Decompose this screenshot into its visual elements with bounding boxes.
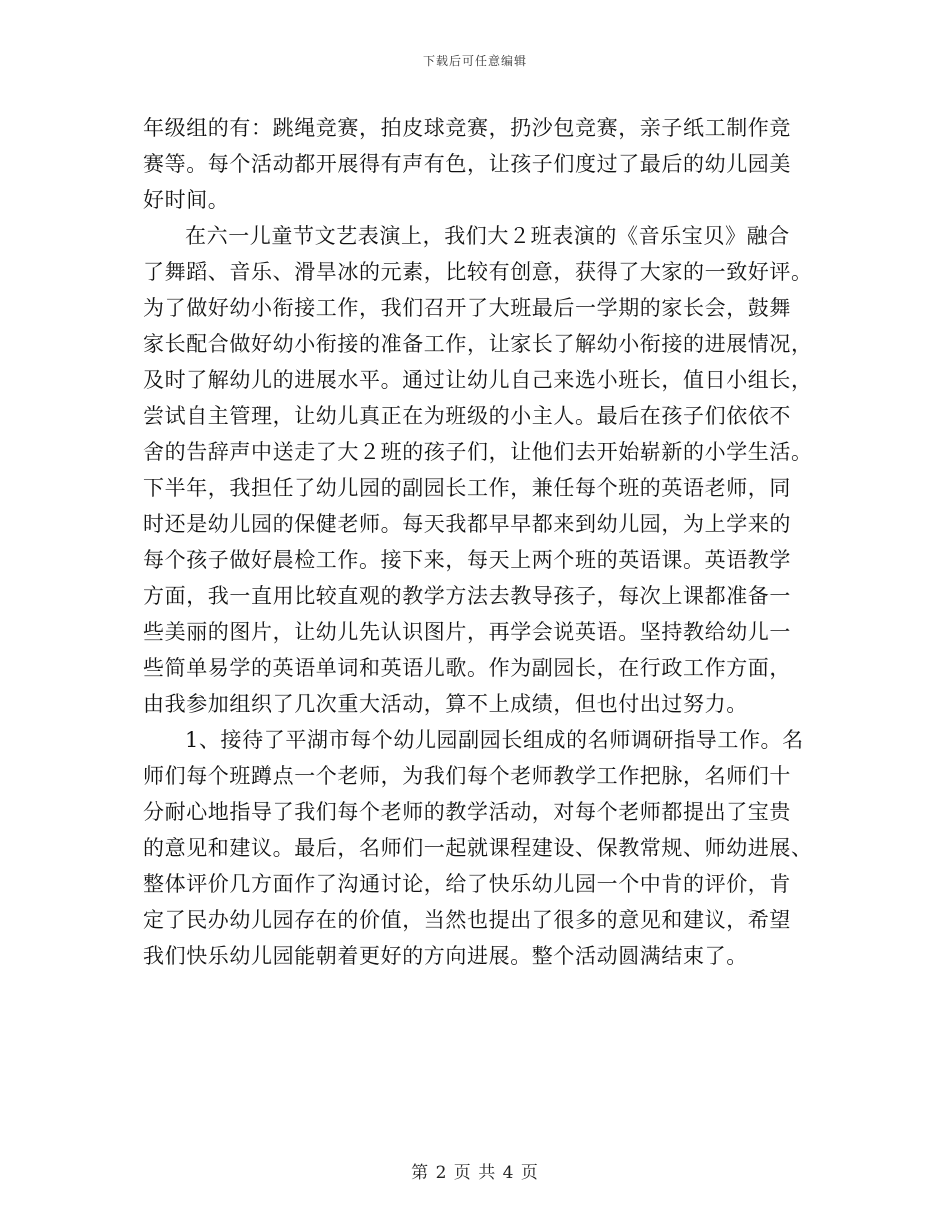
text-line: 每个孩子做好晨检工作。接下来，每天上两个班的英语课。英语教学 — [143, 548, 791, 572]
text-line: 赛等。每个活动都开展得有声有色，让孩子们度过了最后的幼儿园美 — [143, 152, 791, 176]
text-line: 1、接待了平湖市每个幼儿园副园长组成的名师调研指导工作。名 — [185, 728, 804, 752]
text-line: 舍的告辞声中送走了大２班的孩子们，让他们去开始崭新的小学生活。 — [143, 440, 813, 464]
text-line: 为了做好幼小衔接工作，我们召开了大班最后一学期的家长会，鼓舞 — [143, 296, 791, 320]
text-line: 在六一儿童节文艺表演上，我们大２班表演的《音乐宝贝》融合 — [185, 224, 790, 248]
text-line: 整体评价几方面作了沟通讨论，给了快乐幼儿园一个中肯的评价，肯 — [143, 872, 791, 896]
text-line: 及时了解幼儿的进展水平。通过让幼儿自己来选小班长，值日小组长， — [143, 368, 813, 392]
text-line: 分耐心地指导了我们每个老师的教学活动，对每个老师都提出了宝贵 — [143, 800, 791, 824]
page-footer: 第 2 页 共 4 页 — [411, 1163, 539, 1183]
text-line: 家长配合做好幼小衔接的准备工作，让家长了解幼小衔接的进展情况， — [143, 332, 813, 356]
text-line: 由我参加组织了几次重大活动，算不上成绩，但也付出过努力。 — [143, 692, 748, 716]
text-line: 了舞蹈、音乐、滑旱冰的元素，比较有创意，获得了大家的一致好评。 — [143, 260, 813, 284]
text-line: 方面，我一直用比较直观的教学方法去教导孩子，每次上课都准备一 — [143, 584, 791, 608]
page-header: 下载后可任意编辑 — [422, 54, 527, 68]
text-line: 师们每个班蹲点一个老师，为我们每个老师教学工作把脉，名师们十 — [143, 764, 791, 788]
text-line: 下半年，我担任了幼儿园的副园长工作，兼任每个班的英语老师，同 — [143, 476, 791, 500]
text-line: 好时间。 — [143, 188, 230, 212]
text-line: 尝试自主管理，让幼儿真正在为班级的小主人。最后在孩子们依依不 — [143, 404, 791, 428]
text-line: 我们快乐幼儿园能朝着更好的方向进展。整个活动圆满结束了。 — [143, 944, 748, 968]
text-line: 些美丽的图片，让幼儿先认识图片，再学会说英语。坚持教给幼儿一 — [143, 620, 791, 644]
document-body — [143, 113, 813, 977]
text-line: 时还是幼儿园的保健老师。每天我都早早都来到幼儿园，为上学来的 — [143, 512, 791, 536]
text-line: 定了民办幼儿园存在的价值，当然也提出了很多的意见和建议，希望 — [143, 908, 791, 932]
text-line: 些简单易学的英语单词和英语儿歌。作为副园长，在行政工作方面， — [143, 656, 791, 680]
text-line: 的意见和建议。最后，名师们一起就课程建设、保教常规、师幼进展、 — [143, 836, 813, 860]
text-line: 年级组的有：跳绳竞赛，拍皮球竞赛，扔沙包竞赛，亲子纸工制作竞 — [143, 116, 791, 140]
